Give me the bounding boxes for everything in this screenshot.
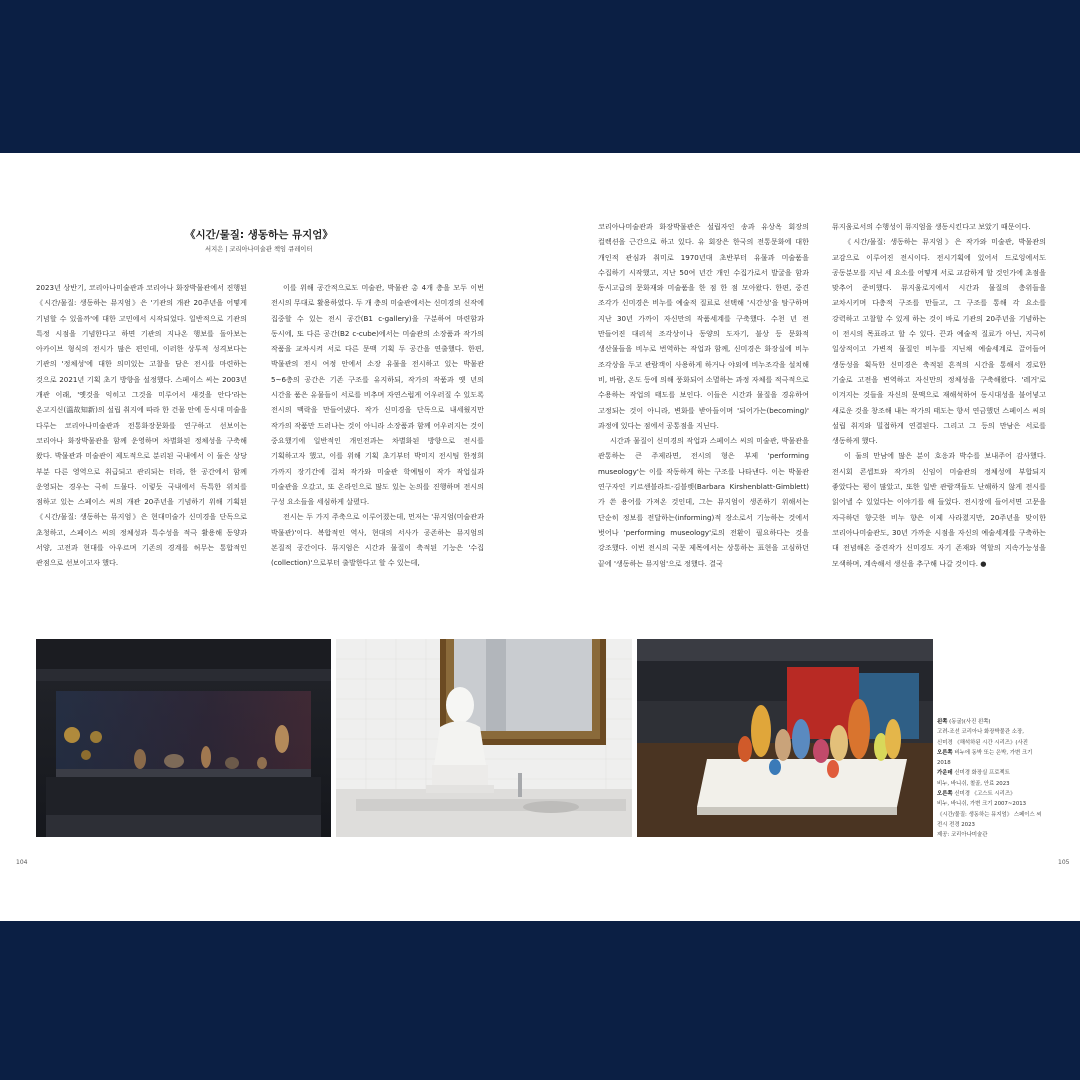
bottom-navy-band	[0, 921, 1080, 1080]
paragraph	[832, 448, 1046, 570]
caption-line	[937, 738, 1057, 748]
museum-gallery-illustration	[36, 639, 331, 837]
text-column-1	[36, 280, 247, 571]
photo-ghost-vases	[637, 639, 933, 837]
paragraph: 뮤지움로서의 수행성이 뮤지엄을 생동시킨다고 보았기 때문이다.	[832, 222, 1031, 231]
caption-text: 2018	[937, 760, 951, 767]
paragraph: 시간과 물질이 신미경의 작업과 스페이스 씨의 미술관, 박물관을 관통하는 큰 주제라면, 전시의 형은 부제 'performing museology'는 이를 작동하게 하는 구조를 나타낸다. 이는 박물관 연구자인 키르센블라트-김블렛(Barbara Kirshenblatt-Gimblett)가 쓴 용어를 가져온 것인데, 그는 뮤지엄이 생존하기 위해서는 단순히 정보를 전달하는(informing)적 장소로서 기능하는 것에서 벗어나 'performing museology'로의 전환이 필요하다는 것을 강조했다. 이번 전시의 국문 제목에서는 상통하는 표현을 고심하던 끝에 '생동하는 뮤지엄'으로 정했다. 결국	[598, 436, 809, 568]
caption-line	[937, 717, 1057, 727]
caption-text: 비누, 바니쉬, 철골, 안료 2023	[937, 780, 1010, 787]
caption-text: (동굴)(사진 왼쪽)	[947, 719, 991, 725]
text-column-3	[598, 219, 809, 571]
caption-line	[937, 779, 1057, 789]
text-column-4	[832, 219, 1046, 571]
caption-text: 신미경 《고스트 시리즈》	[952, 791, 1016, 798]
restroom-bust-illustration	[336, 639, 632, 837]
photo-museum-gallery	[36, 639, 331, 837]
caption-line	[937, 748, 1057, 758]
paragraph: 이를 위해 공간적으로도 미술관, 박물관 총 4개 층을 모두 이번 전시의 무대로 활용하였다. 두 개 층의 미술관에서는 신미경의 신작에 집중할 수 있는 전시 공간(B1 c-gallery)을 구분하여 마련함과 동시에, 또 다른 공간(B2 c-cube)에서는 미술관의 소장품과 작가의 작품을 교차시켜 서로 다른 문맥 기획 두 공간을 연출했다. 한편, 박물관의 전시 여정 안에서 소장 유물을 전시하고 있는 박물관 5~6층의 공간은 기존 구조를 유지하되, 작가의 작품과 옛 년의 시간을 품은 유물들이 서로를 비추며 자연스럽게 어우러질 수 있도록 전시의 맥락을 만들어냈다. 작가 신미경을 단독으로 내세웠지만 작가의 작품만 드러나는 것이 아니라 소장품과 함께 어우러지는 것이 중요했기에 일반적인 개인전과는 차별화된 방향으로 전시를 기획하고자 했고, 이를 위해 기획 초기부터 박미지 전시팀 한정희 가까지 장기간에 걸쳐 작가와 미술관 학예팀이 작가 작업실과 미술관을 오갔고, 또 온라인으로 많도 있는 논의를 진행하며 전시의 구성 요소들을 세심하게 살폈다.	[271, 283, 484, 507]
paragraph: 《시간/물질: 생동하는 뮤지엄》은 작가와 미술관, 박물관의 교감으로 이루어진 전시이다. 전시기획에 있어서 드로잉에서도 공동분모를 지닌 세 요소를 어떻게 서로 교감하게 할 것인가에 초점을 맞추어 준비했다. 뮤지움로지에서 시간과 물질의 층위들을 교차시키며 다층적 구조를 만들고, 그 구조를 통해 각 요소를 강력하고 고찰할 수 있게 하는 것이 바로 기관의 20주년을 기념하는 이 전시의 목표라고 할 수 있다. 끈과 예술적 질료가 아닌, 지극히 일상적이고 가변적 물질인 비누를 지닌채 예술세계로 끌어들여 생동성을 획득한 신미경은 축적된 흔적의 시간을 통해서 경로한 기술로 고전을 변역하고 자신만의 정체성을 구축해왔다. '레거'로 이겨지는 것들을 자신의 문맥으로 재해석하여 동시대성을 불어넣고 새로운 것을 창조해 내는 작가의 태도는 향서 연금했던 스페이스 씨의 설립 취지와 밀접하게 연결된다. 그리고 그 등의 만남은 서로를 생동하게 했다.	[832, 237, 1046, 446]
caption-key: 오른쪽	[937, 791, 953, 798]
caption-key: 왼쪽	[937, 719, 948, 725]
paragraph-text: 이 둘의 만남에 많은 분이 호응과 박수를 보내주어 감사했다. 전시회 콘셉트와 작가의 신임이 미술관의 정체성에 부합되지 좋았다는 평이 많았고, 또한 일반 관람객들도 난해하지 않게 전시를 읽어낼 수 있었다는 이야기를 해 들었다. 전시장에 들어서면 고문을 자극하던 향긋한 비누 향은 이제 사라졌지만, 20주년을 맞이한 코리아나미술관도, 30년 가까운 시점을 자신의 예술세계를 구축하는 대 전념해온 중견작가 신미경도 자기 존재와 역할의 지속가능성을 모색하며, 계속해서 생신을 추구해 나갈 것이다.	[832, 451, 1046, 568]
caption-text: 《시간/물질: 생동하는 뮤지엄》 스페이스 씨	[937, 811, 1042, 818]
caption-line	[937, 820, 1057, 830]
photo-restroom-bust	[336, 639, 632, 837]
end-mark-icon: ●	[980, 558, 987, 568]
paragraph: 코리아나미술관과 화장박물관은 설립자인 송과 유상옥 회장의 컬렉션을 근간으로 하고 있다. 유 회장은 한국의 전통문화에 대한 개인적 관심과 취미로 1970년대 초반부터 유물과 미술품을 수집하기 시작했고, 지난 50여 년간 개인 수집가로서 발굴을 함과 동시고급의 문화재와 미술품을 한 점 한 점 모아왔다. 한편, 중견 조각가 신미경은 비누를 예술적 질료로 선택해 '시간성'을 탐구하며 지난 30년 가까이 자신만의 작품세계를 구축했다. 수천 년 전 만들어진 대리석 조각상이나 동양의 도자기, 불상 등 문화적 생산물들을 비누로 번역하는 작업과 함께, 신미경은 화장실에 비누 조각상을 두고 관람객이 사용하게 하거나 야외에 비누조각을 설치해 비, 바람, 온도 등에 의해 풍화되어 소멸하는 과정 자체를 적극적으로 수용하는 작업의 태도를 보인다. 이들은 시간과 물질을 경유하여 고정되는 것이 아니라, 변화를 받아들이며 '되어가는(becoming)' 과정에 있다는 점에서 공통점을 지닌다.	[598, 222, 809, 430]
caption-text: 신미경 화장실 프로젝트	[952, 770, 1010, 777]
caption-line	[937, 789, 1057, 799]
paragraph: 전시는 두 가지 주축으로 이루어졌는데, 먼저는 '뮤지엄(미술관과 박물관)'이다. 복합적인 역사, 현대의 서사가 공존하는 뮤지엄의 본질적 공간이다. 뮤지엄은 시간과 물질이 축적된 기능은 '수집(collection)'으로부터 출발한다고 할 수 있는데,	[271, 512, 484, 568]
caption-line	[937, 799, 1057, 809]
caption-text: 비누에 동박 또는 은박, 가변 크기	[952, 749, 1033, 756]
caption-line	[937, 830, 1057, 840]
caption-text: 비누, 바니쉬, 가변 크기 2007~2013	[937, 801, 1027, 808]
caption-text: 신미경 《해석하된 시간 시리즈》(사진	[937, 739, 1028, 746]
page-number-right: 105	[1058, 859, 1070, 866]
magazine-spread	[0, 153, 1080, 921]
caption-line	[937, 727, 1057, 737]
article-title: 《시간/물질: 생동하는 뮤지엄》	[185, 229, 333, 241]
caption-line	[937, 810, 1057, 820]
photo-caption	[937, 717, 1057, 841]
top-navy-band	[0, 0, 1080, 153]
caption-text: 제공: 코리아나미술관	[937, 832, 988, 839]
caption-line	[937, 758, 1057, 768]
caption-text: 전시 전경 2023	[937, 821, 975, 828]
ghost-vases-illustration	[637, 639, 933, 837]
paragraph: 2023년 상반기, 코리아나미술관과 코리아나 화장박물관에서 진행된《시간/물질: 생동하는 뮤지엄》은 '기관의 개관 20주년을 어떻게 기념할 수 있을까'에 대한 고민에서 시작되었다. 일반적으로 기관의 특정 시점을 기념한다고 하면 기관의 지나온 행보를 돌아보는 아카이브 형식의 전시가 많은 편인데, 이러한 상투적 성격보다는 기관의 '정체성'에 대한 의미있는 고찰을 담은 전시를 마련하는 것으로 2021년 기획 초기 방향을 설정했다. 스페이스 씨는 2003년 개관 이래, '옛것을 익히고 그것을 미루어서 새것을 안다'라는 온고지신(溫故知新)의 설립 취지에 따라 한 건물 안에 동시대 미술을 다루는 코리아나미술관과 전통화장문화를 연구하고 선보이는 코리아나 화장박물관을 함께 운영하며 차별화된 정체성을 구축해 왔다. 박물관과 미술관이 제도적으로 분리된 국내에서 이 둘은 상당 부분 다른 영역으로 취급되고 관리되는 터라, 한 공간에서 함께 운영되는 경우는 극히 드물다. 이렇듯 국내에서 독특한 위치를 점하고 있는 스페이스 씨의 개관 20주년을 기념하기 위해 기획된《시간/물질: 생동하는 뮤지엄》은 현대미술가 신미경을 단독으로 초청하고, 스페이스 씨의 정체성과 특수성을 적극 활용해 동양과 서양, 고전과 현대를 아우르며 기존의 경계를 허무는 통합적인 관점으로 선보이고자 했다.	[36, 283, 247, 568]
text-column-2	[271, 280, 484, 571]
caption-key: 가운데	[937, 770, 953, 777]
caption-line	[937, 768, 1057, 778]
page-number-left: 104	[16, 859, 28, 866]
caption-key: 오른쪽	[937, 749, 953, 756]
article-byline: 서지은 | 코리아나미술관 책임 큐레이터	[205, 246, 313, 253]
caption-text: 고려-조선 코리아나 화장박물관 소장,	[937, 729, 1024, 736]
